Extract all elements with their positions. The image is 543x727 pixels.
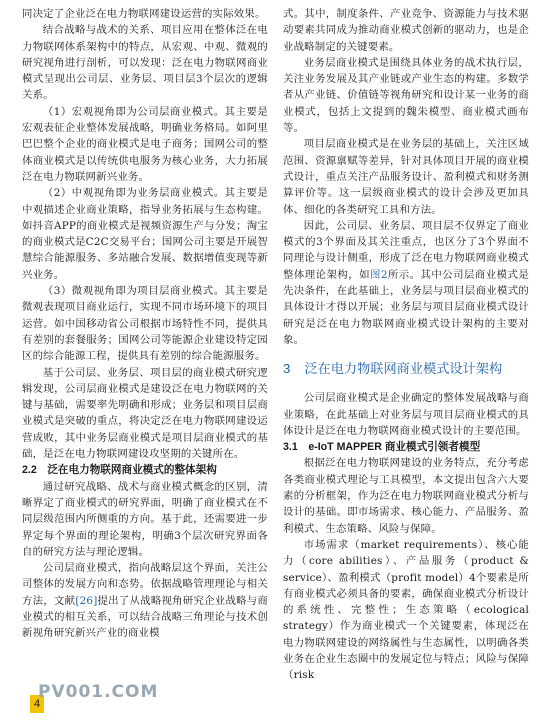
paragraph: 基于公司层、业务层、项目层的商业模式研究逻辑发现，公司层商业模式是建设泛在电力物联网的关键与基础，需要率先明确和形成；业务层和项目层商业模式是突破的重点，将决定泛在电力物联网建设运营成败，其中业务层商业模式是项目层商业模式的基础，是泛在电力物联网建设攻坚期的关键所在。: [22, 366, 268, 461]
paragraph: 式。其中，制度条件、产业竞争、资源能力与技术驱动要素共同成为推动商业模式创新的驱动力，也是企业战略制定的关键要素。: [283, 8, 529, 53]
text-span: 公司层商业模式，指向战略层这个界面，关注公司整体的发展方向和态势。依据战略管理理论与相关方法，文献: [22, 562, 268, 607]
paragraph: 结合战略与战术的关系、项目应用在整体泛在电力物联网体系架构中的特点，从宏观、中观、微观的研究视角进行剖析，可以发现：泛在电力物联网商业模式呈现出公司层、业务层、项目层3个层次的逻辑关系。: [22, 24, 268, 102]
page-footer: [0, 683, 543, 727]
figure-link[interactable]: 图2: [369, 268, 388, 281]
paragraph: 同决定了企业泛在电力物联网建设运营的实际效果。: [22, 8, 266, 20]
section-title: 泛在电力物联网商业模式设计架构: [304, 361, 503, 377]
left-column: [22, 6, 268, 642]
page-number: 4: [30, 695, 44, 713]
paragraph: 根据泛在电力物联网建设的业务特点，充分考虑各类商业模式理论与工具模型，本文提出包含六大要素的分析框架，作为泛在电力物联网商业模式分析与设计的基础。即市场需求、核心能力、产品服务、盈利模式、生态策略、风险与保障。: [283, 457, 529, 535]
paragraph: 市场需求（market requirements）、核心能力（core abilities）、产品服务（product & service）、盈利模式（profit model）4个要素是所有商业模式必须具备的要素，确保商业模式分析设计的系统性、完整性；生态策略（ecological strategy）作为商业模式一个关键要素，体现泛在电力物联网建设的网络属性与生态属性，以明确各类业务在企业生态圈中的发展定位与特点；风险与保障（risk: [283, 538, 529, 682]
paragraph: （3）微观视角即为项目层商业模式。其主要是微观表现项目商业运行，实现不同市场环境下的项目运营。如中国移动省公司根据市场特性不同，提供具有差别的套餐服务；国网公司等能源企业建设特定园区的综合能源工程，提供具有差别的综合能源服务。: [22, 285, 268, 363]
text-span: 所示。其中公司层商业模式是先决条件，在此基础上，业务层与项目层商业模式的具体设计才得以开展；业务层与项目层商业模式设计研究是泛在电力物联网商业模式设计架构的主要对象。: [283, 268, 529, 346]
paragraph: [283, 218, 529, 348]
right-column: [283, 6, 529, 684]
watermark: PV001.COM: [38, 682, 159, 702]
paragraph: 公司层商业模式是企业确定的整体发展战略与商业策略，在此基础上对业务层与项目层商业模式的具体设计是泛在电力物联网商业模式设计的主要范围。: [283, 392, 529, 437]
citation-link[interactable]: [26]: [75, 594, 98, 607]
text-span: 提出了从战略视角研究企业战略与商业模式的相互关系，可以结合战略三角理论与技术创新视角研究新兴产业的商业模: [22, 594, 269, 640]
paragraph: 通过研究战略、战术与商业模式概念的区别，清晰界定了商业模式的研究界面，明确了商业模式在不同层级范围内所侧重的方向。基于此，还需要进一步界定每个界面的理论架构，明确3个层次研究界面各自的研究方法与理论逻辑。: [22, 480, 268, 558]
paragraph: （1）宏观视角即为公司层商业模式。其主要是宏观表征企业整体发展战略，明确业务格局。如阿里巴巴整个企业的商业模式是电子商务；国网公司的整体商业模式是以传统供电服务为核心业务，大力拓展泛在电力物联网新兴业务。: [22, 105, 268, 183]
text-span: 因此，公司层、业务层、项目层不仅界定了商业模式的3个界面及其关注重点，也区分了3个界面不同理论与设计侧重，形成了泛在电力物联网商业模式整体理论架构，如: [283, 219, 529, 281]
section-number: 3: [283, 361, 291, 377]
section-heading-2-2: 2.2 泛在电力物联网商业模式的整体架构: [22, 464, 217, 477]
paragraph: [22, 560, 268, 641]
section-heading-3-1: 3.1 e-IoT MAPPER 商业模式引领者模型: [283, 441, 481, 454]
paragraph: 项目层商业模式是在业务层的基础上，关注区域范围、资源禀赋等差异，针对具体项目开展的商业模式设计，重点关注产品服务设计、盈利模式和财务测算评价等。这一层级商业模式的设计会涉及更加具体、细化的各类研究工具和方法。: [283, 138, 529, 216]
paragraph: （2）中观视角即为业务层商业模式。其主要是中观描述企业商业策略，指导业务拓展与生态构建。如抖音APP的商业模式是视频资源生产与分发；淘宝的商业模式是C2C交易平台；国网公司主要是开展智慧综合能源服务、多站融合发展、数据增值变现等新兴业务。: [22, 187, 268, 281]
paragraph: 业务层商业模式是围绕具体业务的战术执行层，关注业务发展及其产业链或产业生态的构建。多数学者从产业链、价值链等视角研究和设计某一业务的商业模式，包括上文提到的魏朱模型、商业模式画布等。: [283, 56, 529, 135]
section-heading-3: [283, 360, 529, 378]
